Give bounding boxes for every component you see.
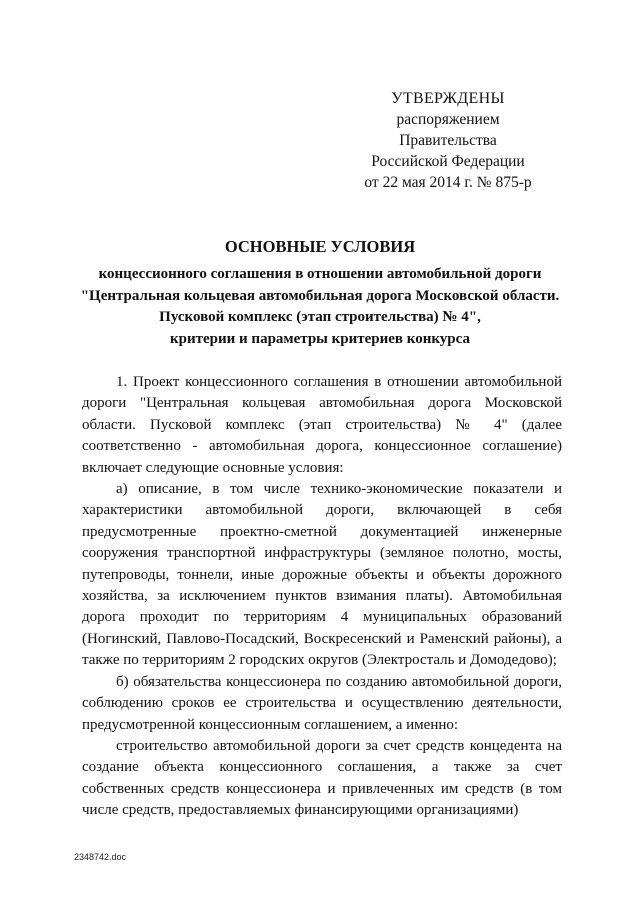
document-subtitle-line-2: "Центральная кольцевая автомобильная дорога Московской области.	[80, 287, 560, 304]
document-subtitle-line-1: концессионного соглашения в отношении автомобильной дороги	[98, 266, 542, 282]
approval-heading: УТВЕРЖДЕНЫ	[391, 90, 505, 107]
document-subtitle-line-4: критерии и параметры критериев конкурса	[170, 330, 470, 347]
document-subtitle-line-3: Пусковой комплекс (этап строительства) № 4",	[159, 309, 481, 325]
paragraph-1: 1. Проект концессионного соглашения в отношении автомобильной дороги "Центральная кольцевая автомобильная дорога Московской области. Пусковой комплекс (этап строительства) № 4" (далее соответственно - автомобильная дорога, концессионное соглашение) включает следующие основные условия:	[82, 374, 562, 476]
document-file-name: 2348742.doc	[74, 852, 127, 862]
document-title: ОСНОВНЫЕ УСЛОВИЯ	[224, 237, 416, 256]
approval-date-number: от 22 мая 2014 г. № 875-р	[364, 174, 532, 191]
paragraph-b: б) обязательства концессионера по созданию автомобильной дороги, соблюдению сроков ее строительства и осуществлению деятельности, предусмотренной концессионным соглашением, а именно:	[82, 673, 562, 733]
approval-authority: распоряжением Правительства	[396, 111, 500, 149]
document-title-block	[40, 236, 600, 350]
approval-block	[348, 88, 548, 193]
paragraph-construction: строительство автомобильной дороги за счет средств концедента на создание объекта концессионного соглашения, а также за счет собственных средств концессионера и привлеченных им средств (в том числе средств, предоставляемых финансирующими организациями)	[82, 737, 562, 819]
document-body	[82, 372, 562, 822]
approval-country: Российской Федерации	[371, 153, 525, 170]
paragraph-a: а) описание, в том числе технико-экономические показатели и характеристики автомобильной дороги, включающей в себя предусмотренные проектно-сметной документацией инженерные сооружения транспортной инфраструктуры (земляное полотно, мосты, путепроводы, тоннели, иные дорожные объекты и объекты дорожного хозяйства, за исключением пунктов взимания платы). Автомобильная дорога проходит по территориям 4 муниципальных образований (Ногинский, Павлово-Посадский, Воскресенский и Раменский районы), а также по территориям 2 городских округов (Электросталь и Домодедово);	[82, 481, 562, 669]
